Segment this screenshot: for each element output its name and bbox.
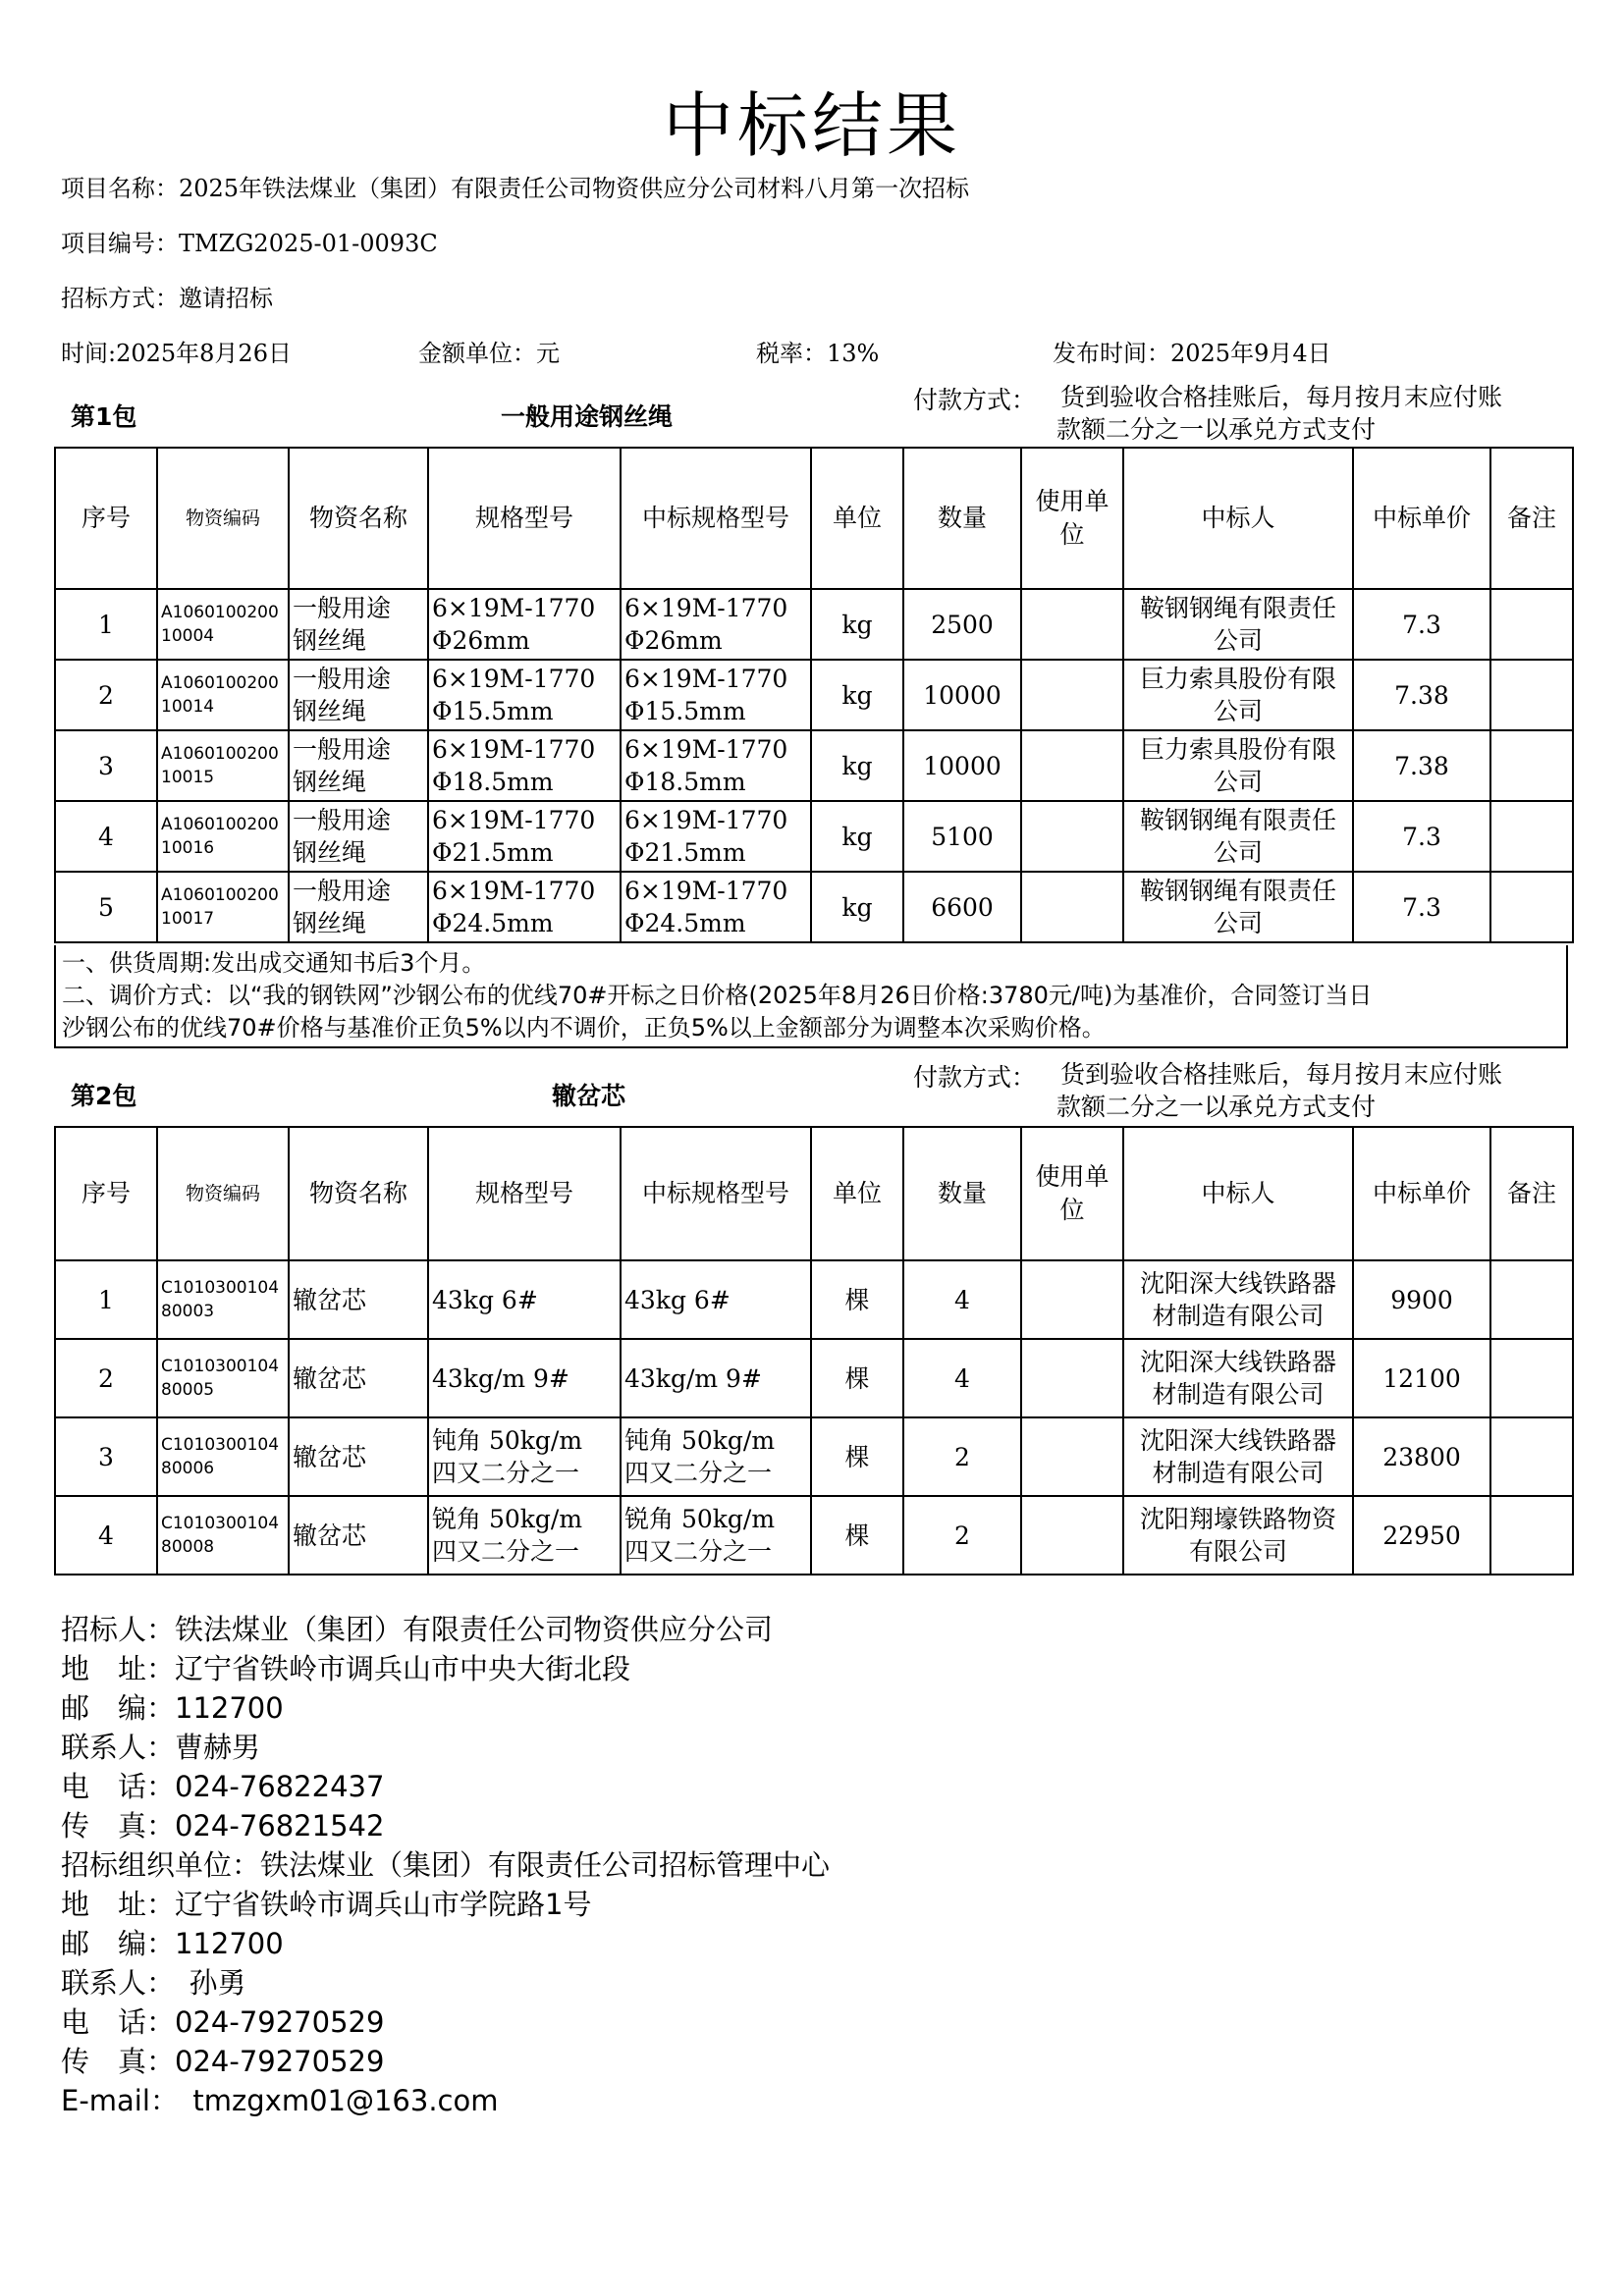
cell-winner-line: 材制造有限公司 [1152, 1459, 1325, 1487]
contact-block [61, 1610, 830, 2120]
header-use-unit-line: 位 [1059, 1196, 1085, 1224]
cell-note [1490, 1260, 1573, 1339]
cell-code: C101030010480005 [157, 1339, 289, 1417]
contact-line: 电 话：024-79270529 [61, 2005, 385, 2039]
cell-win-spec-line: Φ24.5mm [624, 909, 746, 937]
cell-winner-line: 材制造有限公司 [1152, 1302, 1325, 1330]
cell-winner [1123, 730, 1353, 801]
cell-win-spec [621, 660, 811, 730]
cell-spec-line: 6×19M-1770 [432, 877, 596, 905]
cell-spec-line: 43kg 6# [432, 1285, 538, 1314]
cell-spec-line: 6×19M-1770 [432, 735, 596, 764]
cell-win-spec [621, 1496, 811, 1575]
header-name: 物资名称 [289, 448, 428, 589]
cell-name-line: 钢丝绳 [293, 768, 367, 796]
project-code: 项目编号：TMZG2025-01-0093C [61, 230, 438, 257]
cell-win-spec-line: Φ15.5mm [624, 697, 746, 725]
cell-use-unit [1021, 1260, 1123, 1339]
cell-winner-line: 鞍钢钢绳有限责任 [1139, 877, 1336, 905]
cell-note [1490, 589, 1573, 660]
cell-seq: 3 [55, 730, 157, 801]
cell-winner [1123, 589, 1353, 660]
cell-name-line: 辙岔芯 [293, 1285, 367, 1314]
cell-winner-line: 沈阳深大线铁路器 [1139, 1348, 1336, 1376]
package-2-table [54, 1126, 1574, 1575]
cell-win-spec-line: 6×19M-1770 [624, 594, 788, 622]
cell-name [289, 1260, 428, 1339]
project-name: 项目名称：2025年铁法煤业（集团）有限责任公司物资供应分公司材料八月第一次招标 [61, 175, 970, 202]
cell-win-spec-line: Φ18.5mm [624, 768, 746, 796]
cell-spec-line: 6×19M-1770 [432, 806, 596, 834]
table-row [55, 872, 1573, 942]
cell-win-spec-line: 钝角 50kg/m [624, 1426, 776, 1455]
contact-line: 联系人：曹赫男 [61, 1731, 261, 1764]
cell-winner-line: 有限公司 [1188, 1537, 1287, 1566]
cell-winner [1123, 872, 1353, 942]
publish-time: 发布时间：2025年9月4日 [1053, 340, 1331, 367]
cell-spec-line: 43kg/m 9# [432, 1363, 569, 1393]
contact-line: 招标人：铁法煤业（集团）有限责任公司物资供应分公司 [61, 1613, 774, 1646]
table-header-row [55, 448, 1573, 589]
cell-name [289, 730, 428, 801]
cell-spec-line: Φ24.5mm [432, 909, 554, 937]
cell-winner-line: 巨力索具股份有限 [1139, 665, 1336, 693]
cell-qty: 10000 [903, 730, 1021, 801]
cell-name-line: 一般用途 [293, 735, 392, 764]
cell-spec-line: Φ26mm [432, 626, 530, 655]
cell-name [289, 660, 428, 730]
cell-winner-line: 公司 [1213, 909, 1263, 937]
cell-spec [428, 872, 621, 942]
header-price: 中标单价 [1353, 448, 1490, 589]
contact-line: E-mail： tmzgxm01@163.com [61, 2084, 499, 2117]
cell-use-unit [1021, 872, 1123, 942]
table-row [55, 589, 1573, 660]
cell-spec-line: 四又二分之一 [432, 1537, 580, 1566]
header-price: 中标单价 [1353, 1127, 1490, 1260]
cell-code: A106010020010014 [157, 660, 289, 730]
cell-winner [1123, 1260, 1353, 1339]
cell-winner-line: 公司 [1213, 768, 1263, 796]
cell-spec [428, 1339, 621, 1417]
cell-unit: 棵 [811, 1260, 903, 1339]
cell-price: 12100 [1353, 1339, 1490, 1417]
note-line: 一、供货周期:发出成交通知书后3个月。 [62, 949, 486, 977]
contact-line: 邮 编：112700 [61, 1927, 284, 1960]
cell-seq: 1 [55, 1260, 157, 1339]
cell-code: A106010020010016 [157, 801, 289, 872]
payment-label: 付款方式： [913, 1063, 1037, 1092]
cell-use-unit [1021, 801, 1123, 872]
payment-label: 付款方式： [913, 386, 1037, 414]
header-qty: 数量 [903, 448, 1021, 589]
cell-name-line: 辙岔芯 [293, 1521, 367, 1550]
contact-line: 传 真：024-79270529 [61, 2045, 385, 2078]
package-1-notes [54, 945, 1568, 1048]
cell-win-spec-line: 锐角 50kg/m [624, 1505, 776, 1533]
note-line: 沙钢公布的优线70#价格与基准价正负5%以内不调价，正负5%以上金额部分为调整本次采购价格。 [62, 1014, 1106, 1041]
cell-name-line: 辙岔芯 [293, 1442, 367, 1471]
cell-qty: 2 [903, 1496, 1021, 1575]
cell-win-spec [621, 589, 811, 660]
cell-winner-line: 巨力索具股份有限 [1139, 735, 1336, 764]
cell-qty: 5100 [903, 801, 1021, 872]
cell-use-unit [1021, 1339, 1123, 1417]
cell-winner-line: 公司 [1213, 697, 1263, 725]
cell-use-unit [1021, 660, 1123, 730]
package-name: 辙岔芯 [552, 1082, 626, 1110]
cell-win-spec [621, 1339, 811, 1417]
header-win-spec: 中标规格型号 [621, 1127, 811, 1260]
cell-name-line: 一般用途 [293, 594, 392, 622]
contact-line: 传 真：024-76821542 [61, 1809, 385, 1842]
cell-unit: 棵 [811, 1417, 903, 1496]
header-winner: 中标人 [1123, 448, 1353, 589]
page-title: 中标结果 [662, 84, 961, 167]
cell-win-spec-line: 43kg 6# [624, 1285, 731, 1314]
contact-line: 联系人： 孙勇 [61, 1966, 246, 2000]
bid-method: 招标方式：邀请招标 [61, 285, 273, 312]
cell-name-line: 钢丝绳 [293, 697, 367, 725]
cell-name-line: 一般用途 [293, 806, 392, 834]
payment-terms-line: 货到验收合格挂账后，每月按月末应付账 [1060, 383, 1503, 411]
cell-name [289, 1339, 428, 1417]
cell-note [1490, 1417, 1573, 1496]
header-note: 备注 [1490, 448, 1573, 589]
cell-qty: 2 [903, 1417, 1021, 1496]
header-seq: 序号 [55, 448, 157, 589]
header-name: 物资名称 [289, 1127, 428, 1260]
header-use-unit-line: 使用单 [1035, 1162, 1110, 1191]
cell-name-line: 钢丝绳 [293, 909, 367, 937]
cell-name [289, 872, 428, 942]
cell-code: C101030010480003 [157, 1260, 289, 1339]
cell-win-spec [621, 872, 811, 942]
contact-line: 地 址：辽宁省铁岭市调兵山市中央大街北段 [61, 1652, 631, 1685]
header-note: 备注 [1490, 1127, 1573, 1260]
header-use-unit-line: 位 [1059, 520, 1085, 549]
cell-qty: 2500 [903, 589, 1021, 660]
cell-use-unit [1021, 1417, 1123, 1496]
cell-win-spec-line: 四又二分之一 [624, 1459, 773, 1487]
cell-spec-line: 锐角 50kg/m [432, 1505, 583, 1533]
cell-win-spec-line: Φ26mm [624, 626, 723, 655]
cell-code: A106010020010017 [157, 872, 289, 942]
table-header-row [55, 1127, 1573, 1260]
cell-use-unit [1021, 730, 1123, 801]
cell-win-spec-line: 6×19M-1770 [624, 877, 788, 905]
cell-name-line: 钢丝绳 [293, 838, 367, 867]
package-number: 第1包 [71, 402, 137, 431]
cell-unit: kg [811, 589, 903, 660]
cell-winner [1123, 801, 1353, 872]
cell-unit: kg [811, 872, 903, 942]
cell-seq: 3 [55, 1417, 157, 1496]
cell-spec [428, 801, 621, 872]
contact-line: 地 址：辽宁省铁岭市调兵山市学院路1号 [61, 1888, 592, 1921]
cell-winner [1123, 1339, 1353, 1417]
cell-win-spec-line: Φ21.5mm [624, 838, 746, 867]
cell-spec-line: 6×19M-1770 [432, 665, 596, 693]
contact-line: 邮 编：112700 [61, 1691, 284, 1725]
cell-winner [1123, 1496, 1353, 1575]
table-row [55, 1417, 1573, 1496]
cell-spec [428, 660, 621, 730]
cell-spec [428, 589, 621, 660]
cell-price: 7.38 [1353, 660, 1490, 730]
cell-spec-line: 钝角 50kg/m [432, 1426, 583, 1455]
cell-unit: kg [811, 730, 903, 801]
cell-name-line: 一般用途 [293, 877, 392, 905]
amount-unit: 金额单位：元 [418, 340, 560, 367]
cell-note [1490, 660, 1573, 730]
tax-rate: 税率：13% [756, 340, 880, 367]
table-row [55, 1260, 1573, 1339]
cell-note [1490, 872, 1573, 942]
cell-code: C101030010480008 [157, 1496, 289, 1575]
cell-price: 9900 [1353, 1260, 1490, 1339]
header-unit: 单位 [811, 448, 903, 589]
header-use-unit [1021, 1127, 1123, 1260]
cell-spec-line: Φ18.5mm [432, 768, 554, 796]
payment-terms-line: 货到验收合格挂账后，每月按月末应付账 [1060, 1060, 1503, 1089]
header-seq: 序号 [55, 1127, 157, 1260]
cell-win-spec [621, 1260, 811, 1339]
header-qty: 数量 [903, 1127, 1021, 1260]
cell-price: 7.3 [1353, 589, 1490, 660]
package-name: 一般用途钢丝绳 [501, 402, 674, 431]
cell-seq: 4 [55, 1496, 157, 1575]
header-use-unit-line: 使用单 [1035, 487, 1110, 515]
bid-time: 时间:2025年8月26日 [61, 340, 292, 367]
cell-winner-line: 沈阳翔壕铁路物资 [1139, 1505, 1336, 1533]
payment-terms-line: 款额二分之一以承兑方式支付 [1056, 415, 1377, 444]
cell-name-line: 辙岔芯 [293, 1363, 367, 1393]
cell-spec [428, 1496, 621, 1575]
cell-qty: 4 [903, 1260, 1021, 1339]
cell-win-spec-line: 6×19M-1770 [624, 665, 788, 693]
cell-win-spec-line: 6×19M-1770 [624, 735, 788, 764]
cell-unit: 棵 [811, 1496, 903, 1575]
table-row [55, 1339, 1573, 1417]
cell-use-unit [1021, 589, 1123, 660]
cell-win-spec-line: 四又二分之一 [624, 1537, 773, 1566]
table-row [55, 660, 1573, 730]
cell-seq: 5 [55, 872, 157, 942]
cell-price: 7.3 [1353, 872, 1490, 942]
cell-spec-line: 6×19M-1770 [432, 594, 596, 622]
contact-line: 招标组织单位：铁法煤业（集团）有限责任公司招标管理中心 [61, 1848, 831, 1882]
cell-note [1490, 1496, 1573, 1575]
cell-unit: 棵 [811, 1339, 903, 1417]
cell-spec-line: Φ21.5mm [432, 838, 554, 867]
cell-use-unit [1021, 1496, 1123, 1575]
cell-winner-line: 公司 [1213, 626, 1263, 655]
cell-name-line: 钢丝绳 [293, 626, 367, 655]
cell-win-spec [621, 1417, 811, 1496]
cell-win-spec-line: 43kg/m 9# [624, 1363, 762, 1393]
cell-qty: 4 [903, 1339, 1021, 1417]
cell-note [1490, 801, 1573, 872]
note-line: 二、调价方式：以“我的钢铁网”沙钢公布的优线70#开标之日价格(2025年8月26日价格:3780元/吨)为基准价，合同签订当日 [62, 982, 1373, 1009]
payment-terms [1056, 1058, 1571, 1123]
cell-win-spec [621, 730, 811, 801]
cell-spec [428, 1417, 621, 1496]
cell-spec [428, 730, 621, 801]
cell-qty: 6600 [903, 872, 1021, 942]
cell-winner-line: 沈阳深大线铁路器 [1139, 1269, 1336, 1298]
cell-code: A106010020010004 [157, 589, 289, 660]
header-code: 物资编码 [157, 1127, 289, 1260]
cell-winner-line: 鞍钢钢绳有限责任 [1139, 594, 1336, 622]
cell-name [289, 1417, 428, 1496]
cell-note [1490, 1339, 1573, 1417]
header-spec: 规格型号 [428, 448, 621, 589]
cell-code: C101030010480006 [157, 1417, 289, 1496]
cell-qty: 10000 [903, 660, 1021, 730]
header-winner: 中标人 [1123, 1127, 1353, 1260]
cell-spec-line: 四又二分之一 [432, 1459, 580, 1487]
cell-name [289, 801, 428, 872]
payment-terms [1056, 381, 1571, 446]
cell-winner-line: 沈阳深大线铁路器 [1139, 1426, 1336, 1455]
header-win-spec: 中标规格型号 [621, 448, 811, 589]
cell-unit: kg [811, 660, 903, 730]
header-spec: 规格型号 [428, 1127, 621, 1260]
header-unit: 单位 [811, 1127, 903, 1260]
cell-name [289, 1496, 428, 1575]
cell-name-line: 一般用途 [293, 665, 392, 693]
cell-winner [1123, 660, 1353, 730]
table-row [55, 1496, 1573, 1575]
contact-line: 电 话：024-76822437 [61, 1770, 385, 1803]
header-use-unit [1021, 448, 1123, 589]
cell-price: 7.38 [1353, 730, 1490, 801]
header-code: 物资编码 [157, 448, 289, 589]
cell-seq: 4 [55, 801, 157, 872]
cell-code: A106010020010015 [157, 730, 289, 801]
table-row [55, 801, 1573, 872]
cell-seq: 2 [55, 660, 157, 730]
cell-note [1490, 730, 1573, 801]
cell-win-spec [621, 801, 811, 872]
cell-seq: 1 [55, 589, 157, 660]
cell-winner-line: 材制造有限公司 [1152, 1380, 1325, 1409]
cell-seq: 2 [55, 1339, 157, 1417]
cell-unit: kg [811, 801, 903, 872]
cell-price: 23800 [1353, 1417, 1490, 1496]
cell-spec [428, 1260, 621, 1339]
cell-name [289, 589, 428, 660]
cell-winner [1123, 1417, 1353, 1496]
cell-price: 7.3 [1353, 801, 1490, 872]
cell-winner-line: 公司 [1213, 838, 1263, 867]
package-number: 第2包 [71, 1082, 137, 1110]
cell-price: 22950 [1353, 1496, 1490, 1575]
cell-win-spec-line: 6×19M-1770 [624, 806, 788, 834]
table-row [55, 730, 1573, 801]
payment-terms-line: 款额二分之一以承兑方式支付 [1056, 1093, 1377, 1121]
package-1-table [54, 447, 1574, 943]
cell-winner-line: 鞍钢钢绳有限责任 [1139, 806, 1336, 834]
cell-spec-line: Φ15.5mm [432, 697, 554, 725]
